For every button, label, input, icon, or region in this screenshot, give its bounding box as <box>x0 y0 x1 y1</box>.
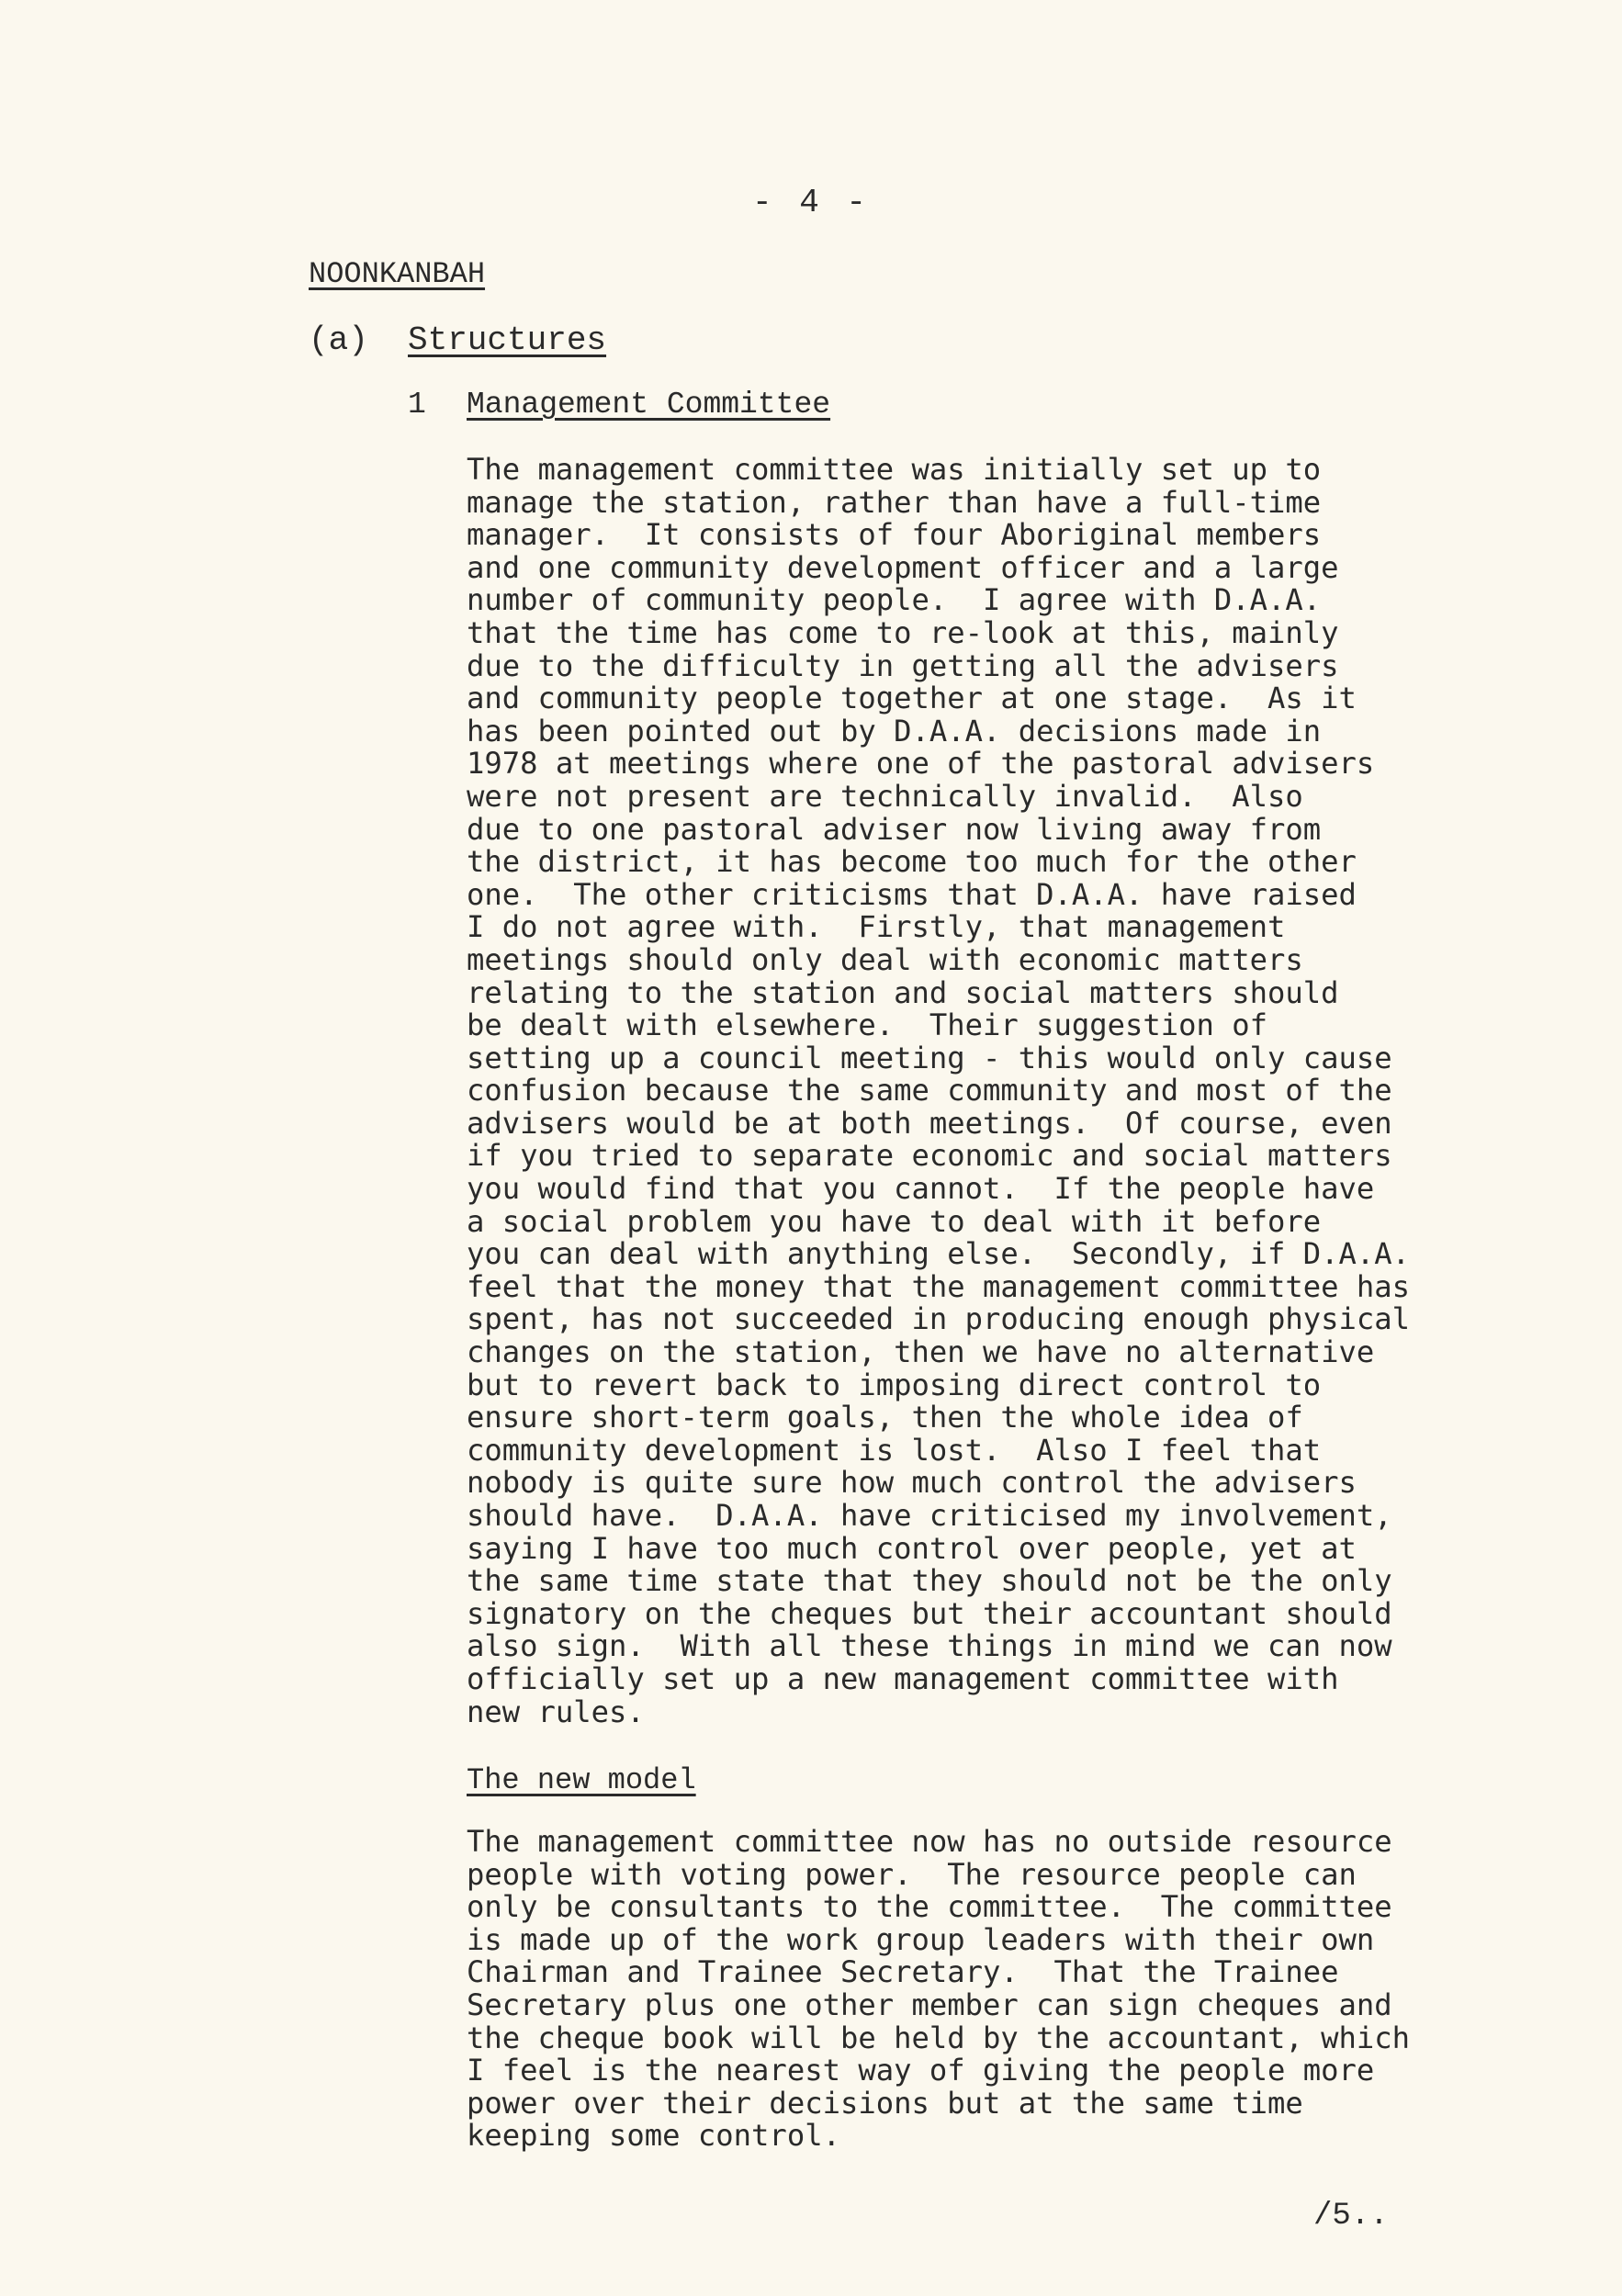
section-title: Structures <box>408 321 607 359</box>
document-heading: NOONKANBAH <box>309 257 486 291</box>
new-model-heading: The new model <box>467 1763 696 1797</box>
subsection-title: Management Committee <box>467 388 831 422</box>
subsection-heading <box>408 388 830 422</box>
section-marker: (a) <box>309 321 368 359</box>
section-heading <box>309 321 606 359</box>
body-paragraph-2: The management committee now has no outside resource people with voting power. The resource people can only be consultants to the committee. The committee is made up of the work group leaders with their own Chairman and Trainee Secretary. That the Trainee Secretary plus one other member can sign cheques and the cheque book will be held by the accountant, which I feel is the nearest way of giving the people more power over their decisions but at the same time keeping some control. <box>467 1824 1411 2154</box>
body-paragraph-1: The management committee was initially set up to manage the station, rather than have a full-time manager. It consists of four Aboriginal members and one community development officer and a large number of community people. I agree with D.A.A. that the time has come to re-look at this, mainly due to the difficulty in getting all the advisers and community people together at one stage. As it has been pointed out by D.A.A. decisions made in 1978 at meetings where one of the pastoral advisers were not present are technically invalid. Also due to one pastoral adviser now living away from the district, it has become too much for the other one. The other criticisms that D.A.A. have raised I do not agree with. Firstly, that management meetings should only deal with economic matters relating to the station and social matters should be dealt with elsewhere. Their suggestion of setting up a council meeting - this would only cause confusion because the same community and most of the advisers would be at both meetings. Of course, even if you tried to separate economic and social matters you would find that you cannot. If the people have a social problem you have to deal with it before you can deal with anything else. Secondly, if D.A.A. feel that the money that the management committee has spent, has not succeeded in producing enough physical changes on the station, then we have no alternative but to revert back to imposing direct control to ensure short-term goals, then the whole idea of community development is lost. Also I feel that nobody is quite sure how much control the advisers should have. D.A.A. have criticised my involvement, saying I have too much control over people, yet at the same time state that they should not be the only signatory on the cheques but their accountant should also sign. With all these things in mind we can now officially set up a new management committee with new rules. <box>467 452 1411 1729</box>
subsection-number: 1 <box>408 388 426 422</box>
continuation-marker: /5.. <box>1313 2199 1389 2234</box>
page-number: - 4 - <box>751 184 871 221</box>
